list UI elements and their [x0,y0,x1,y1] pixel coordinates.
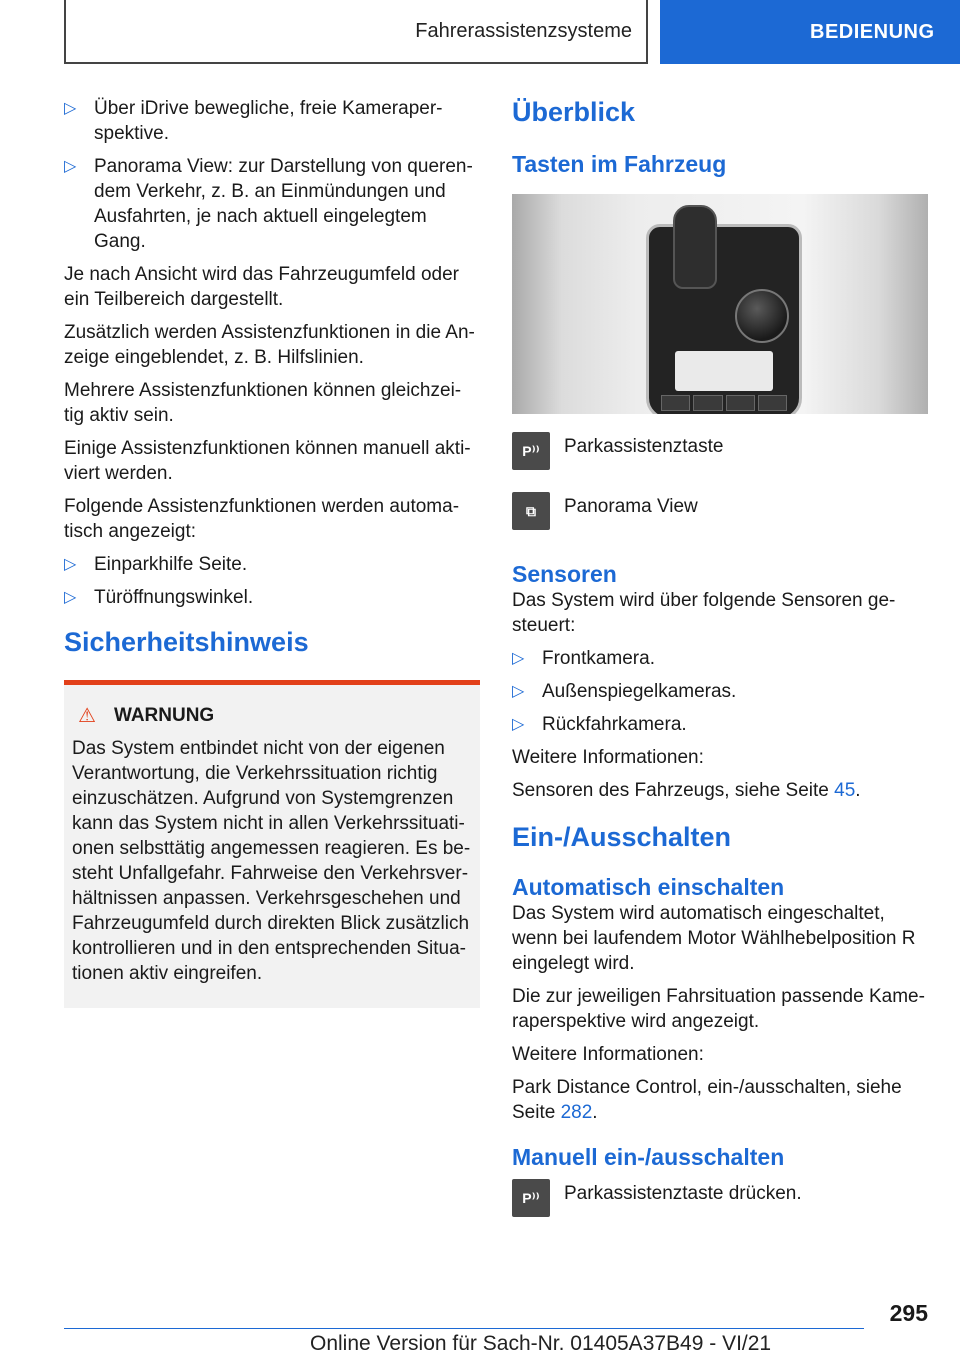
triangle-bullet-icon: ▷ [512,716,525,733]
list-item: ▷ Über iDrive bewegliche, freie Kameraper-spektive. [64,98,443,144]
warning-triangle-icon: ⚠ [78,705,96,727]
onoff-heading: Ein-/Ausschalten [512,822,732,852]
section-title: Fahrerassistenzsysteme [415,19,632,42]
warning-box [64,680,480,1008]
list-item: ▷ Panorama View: zur Darstellung von queren-dem Verkehr, z. B. an Einmündungen und Ausfahrten, je nach aktuell eingelegtem Gang. [64,156,473,252]
paragraph: Die zur jeweiligen Fahrsituation passende Kame-raperspektive wird angezeigt. [512,986,925,1032]
paragraph: Zusätzlich werden Assistenzfunktionen in die An-zeige eingeblendet, z. B. Hilfslinien. [64,322,475,368]
list-item: ▷ Frontkamera. [512,648,655,669]
header-section-title [64,0,648,64]
triangle-bullet-icon: ▷ [512,650,525,667]
console-panel [646,224,802,414]
paragraph: Je nach Ansicht wird das Fahrzeugumfeld oder ein Teilbereich dargestellt. [64,264,459,310]
list-item: ▷ Türöffnungswinkel. [64,587,254,608]
panorama-view-icon: ⧉ [512,492,550,530]
sensor-list [512,646,928,737]
paragraph: Einige Assistenzfunktionen können manuell akti-viert werden. [64,438,471,484]
paragraph: Folgende Assistenzfunktionen werden automa-tisch angezeigt: [64,496,460,542]
center-console-photo [512,194,928,414]
bullet-list-auto-functions [64,552,480,610]
sensors-intro: Das System wird über folgende Sensoren ge-steuert: [512,590,896,636]
list-item: ▷ Rückfahrkamera. [512,714,687,735]
page-link-282[interactable]: 282 [560,1102,593,1123]
header-chapter-tab [660,0,960,64]
pdc-reference: Park Distance Control, ein-/ausschalten, siehe Seite 282. [512,1077,902,1123]
sensors-heading: Sensoren [512,561,617,587]
paragraph: Mehrere Assistenzfunktionen können gleichzei-tig aktiv sein. [64,380,462,426]
touchpad [675,351,773,391]
park-assist-icon: P⁾⁾ [512,1179,550,1217]
list-item: ▷ Einparkhilfe Seite. [64,554,248,575]
page-link-45[interactable]: 45 [834,780,856,801]
triangle-bullet-icon: ▷ [512,683,525,700]
triangle-bullet-icon: ▷ [64,158,77,175]
chapter-title: BEDIENUNG [810,20,935,43]
more-info-label: Weitere Informationen: [512,1044,704,1065]
key-row-panorama: ⧉ Panorama View [512,492,928,530]
auto-on-heading: Automatisch einschalten [512,874,785,900]
page-number: 295 [889,1300,928,1326]
triangle-bullet-icon: ▷ [64,556,77,573]
paragraph: Das System wird automatisch eingeschaltet, wenn bei laufendem Motor Wählhebelposition R eingelegt wird. [512,903,916,974]
left-column [64,96,480,1008]
park-assist-icon: P⁾⁾ [512,432,550,470]
triangle-bullet-icon: ▷ [64,100,77,117]
buttons-heading: Tasten im Fahrzeug [512,151,727,177]
key-row-park-assist: P⁾⁾ Parkassistenztaste [512,432,928,470]
manual-onoff-heading: Manuell ein-/ausschalten [512,1144,785,1170]
overview-heading: Überblick [512,97,636,127]
sensor-reference: Sensoren des Fahrzeugs, siehe Seite 45. [512,780,861,801]
console-buttons [661,395,787,411]
warning-text: Das System entbindet nicht von der eigenen Verantwortung, die Verkehrssituation richtig einzuschätzen. Aufgrund von Systemgrenzen kann das System nicht in allen Verkehrssituati-onen selbsttätig angemessen reagieren. Es be-steht Unfallgefahr. Fahrweise den Verkehrsver-hältnissen anpassen. Verkehrsgeschehen und Fahrzeugumfeld durch direkten Blick zusätzlich kontrollieren und in den entsprechenden Situa-tionen aktiv eingreifen. [72,738,471,984]
warning-title: ⚠ WARNUNG [78,704,215,727]
more-info-label: Weitere Informationen: [512,747,704,768]
idrive-controller [735,289,789,343]
footer-divider [64,1328,864,1329]
bullet-list-camera [64,96,480,254]
triangle-bullet-icon: ▷ [64,589,77,606]
gear-selector [673,205,717,289]
key-row-manual: P⁾⁾ Parkassistenztaste drücken. [512,1179,928,1217]
safety-heading: Sicherheitshinweis [64,627,309,657]
list-item: ▷ Außenspiegelkameras. [512,681,737,702]
right-column [512,96,928,1217]
footer-version: Online Version für Sach-Nr. 01405A37B49 - VI/21 [310,1332,772,1355]
